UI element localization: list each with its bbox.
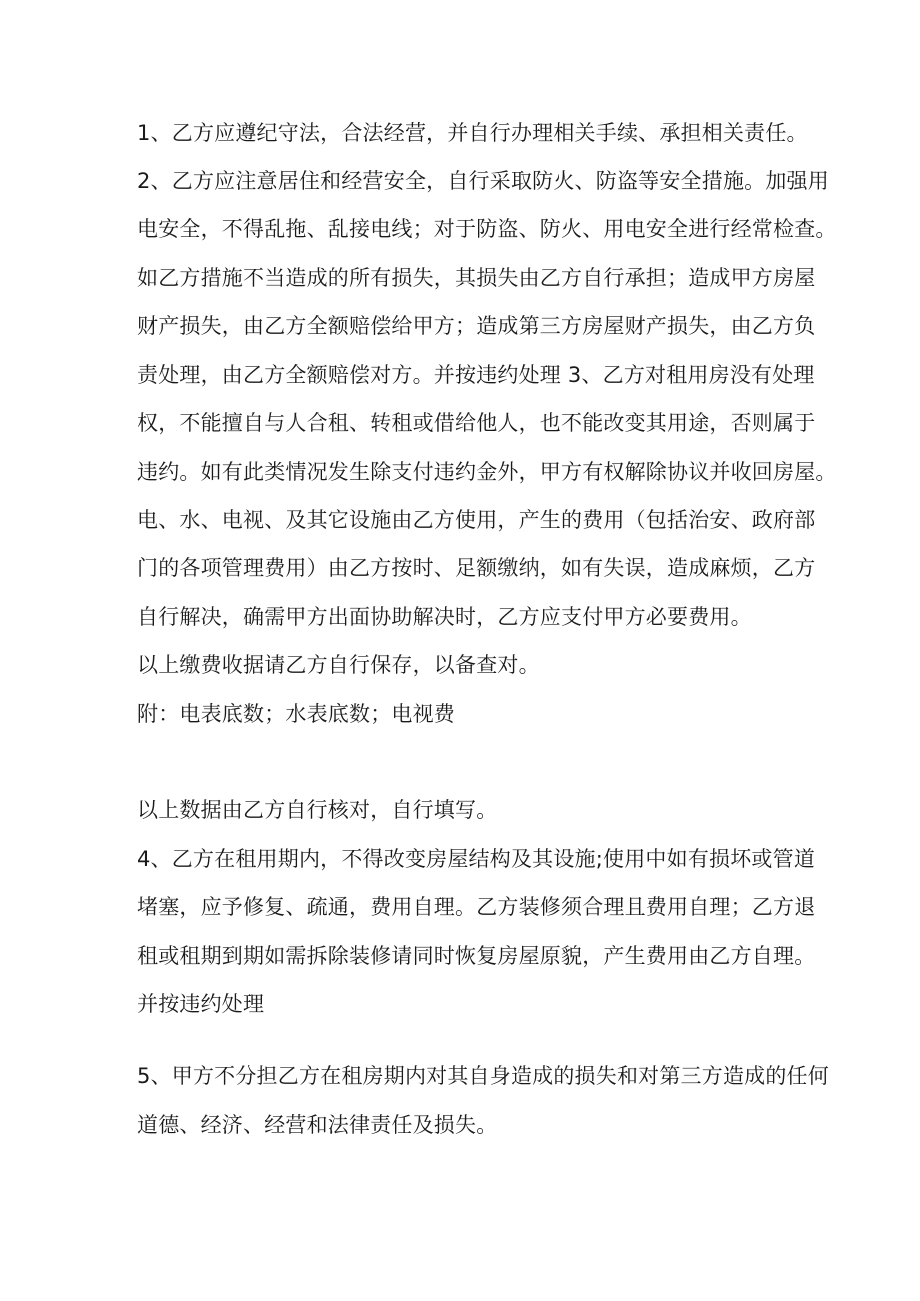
- text-line: 道德、经济、经营和法律责任及损失。: [137, 1113, 498, 1137]
- text-line: 2、乙方应注意居住和经营安全，自行采取防火、防盗等安全措施。加强用: [137, 169, 829, 193]
- text-line: 以上缴费收据请乙方自行保存，以备查对。: [137, 653, 540, 677]
- text-line: 堵塞，应予修复、疏通，费用自理。乙方装修须合理且费用自理；乙方退: [137, 895, 816, 919]
- text-line: 违约。如有此类情况发生除支付违约金外，甲方有权解除协议并收回房屋。: [137, 460, 837, 484]
- text-line: 租或租期到期如需拆除装修请同时恢复房屋原貌，产生费用由乙方自理。: [137, 944, 816, 968]
- text-line: 电、水、电视、及其它设施由乙方使用，产生的费用（包括治安、政府部: [137, 508, 816, 532]
- text-line: 附：电表底数；水表底数；电视费: [137, 702, 455, 726]
- text-line: 并按违约处理: [137, 992, 265, 1016]
- text-line: 5、甲方不分担乙方在租房期内对其自身造成的损失和对第三方造成的任何: [137, 1064, 829, 1088]
- text-line: 自行解决，确需甲方出面协助解决时，乙方应支付甲方必要费用。: [137, 605, 752, 629]
- text-line: 以上数据由乙方自行核对，自行填写。: [137, 798, 498, 822]
- text-line: 如乙方措施不当造成的所有损失，其损失由乙方自行承担；造成甲方房屋: [137, 266, 816, 290]
- text-line: 门的各项管理费用）由乙方按时、足额缴纳，如有失误，造成麻烦，乙方: [137, 556, 816, 580]
- text-line: 电安全，不得乱拖、乱接电线；对于防盗、防火、用电安全进行经常检查。: [137, 217, 837, 241]
- text-line: 4、乙方在租用期内，不得改变房屋结构及其设施;使用中如有损坏或管道: [137, 847, 816, 871]
- text-line: 1、乙方应遵纪守法，合法经营，并自行办理相关手续、承担相关责任。: [137, 121, 808, 145]
- text-line: 责处理，由乙方全额赔偿对方。并按违约处理 3、乙方对租用房没有处理: [137, 363, 815, 387]
- text-line: 权，不能擅自与人合租、转租或借给他人，也不能改变其用途，否则属于: [137, 411, 816, 435]
- text-line: 财产损失，由乙方全额赔偿给甲方；造成第三方房屋财产损失，由乙方负: [137, 314, 816, 338]
